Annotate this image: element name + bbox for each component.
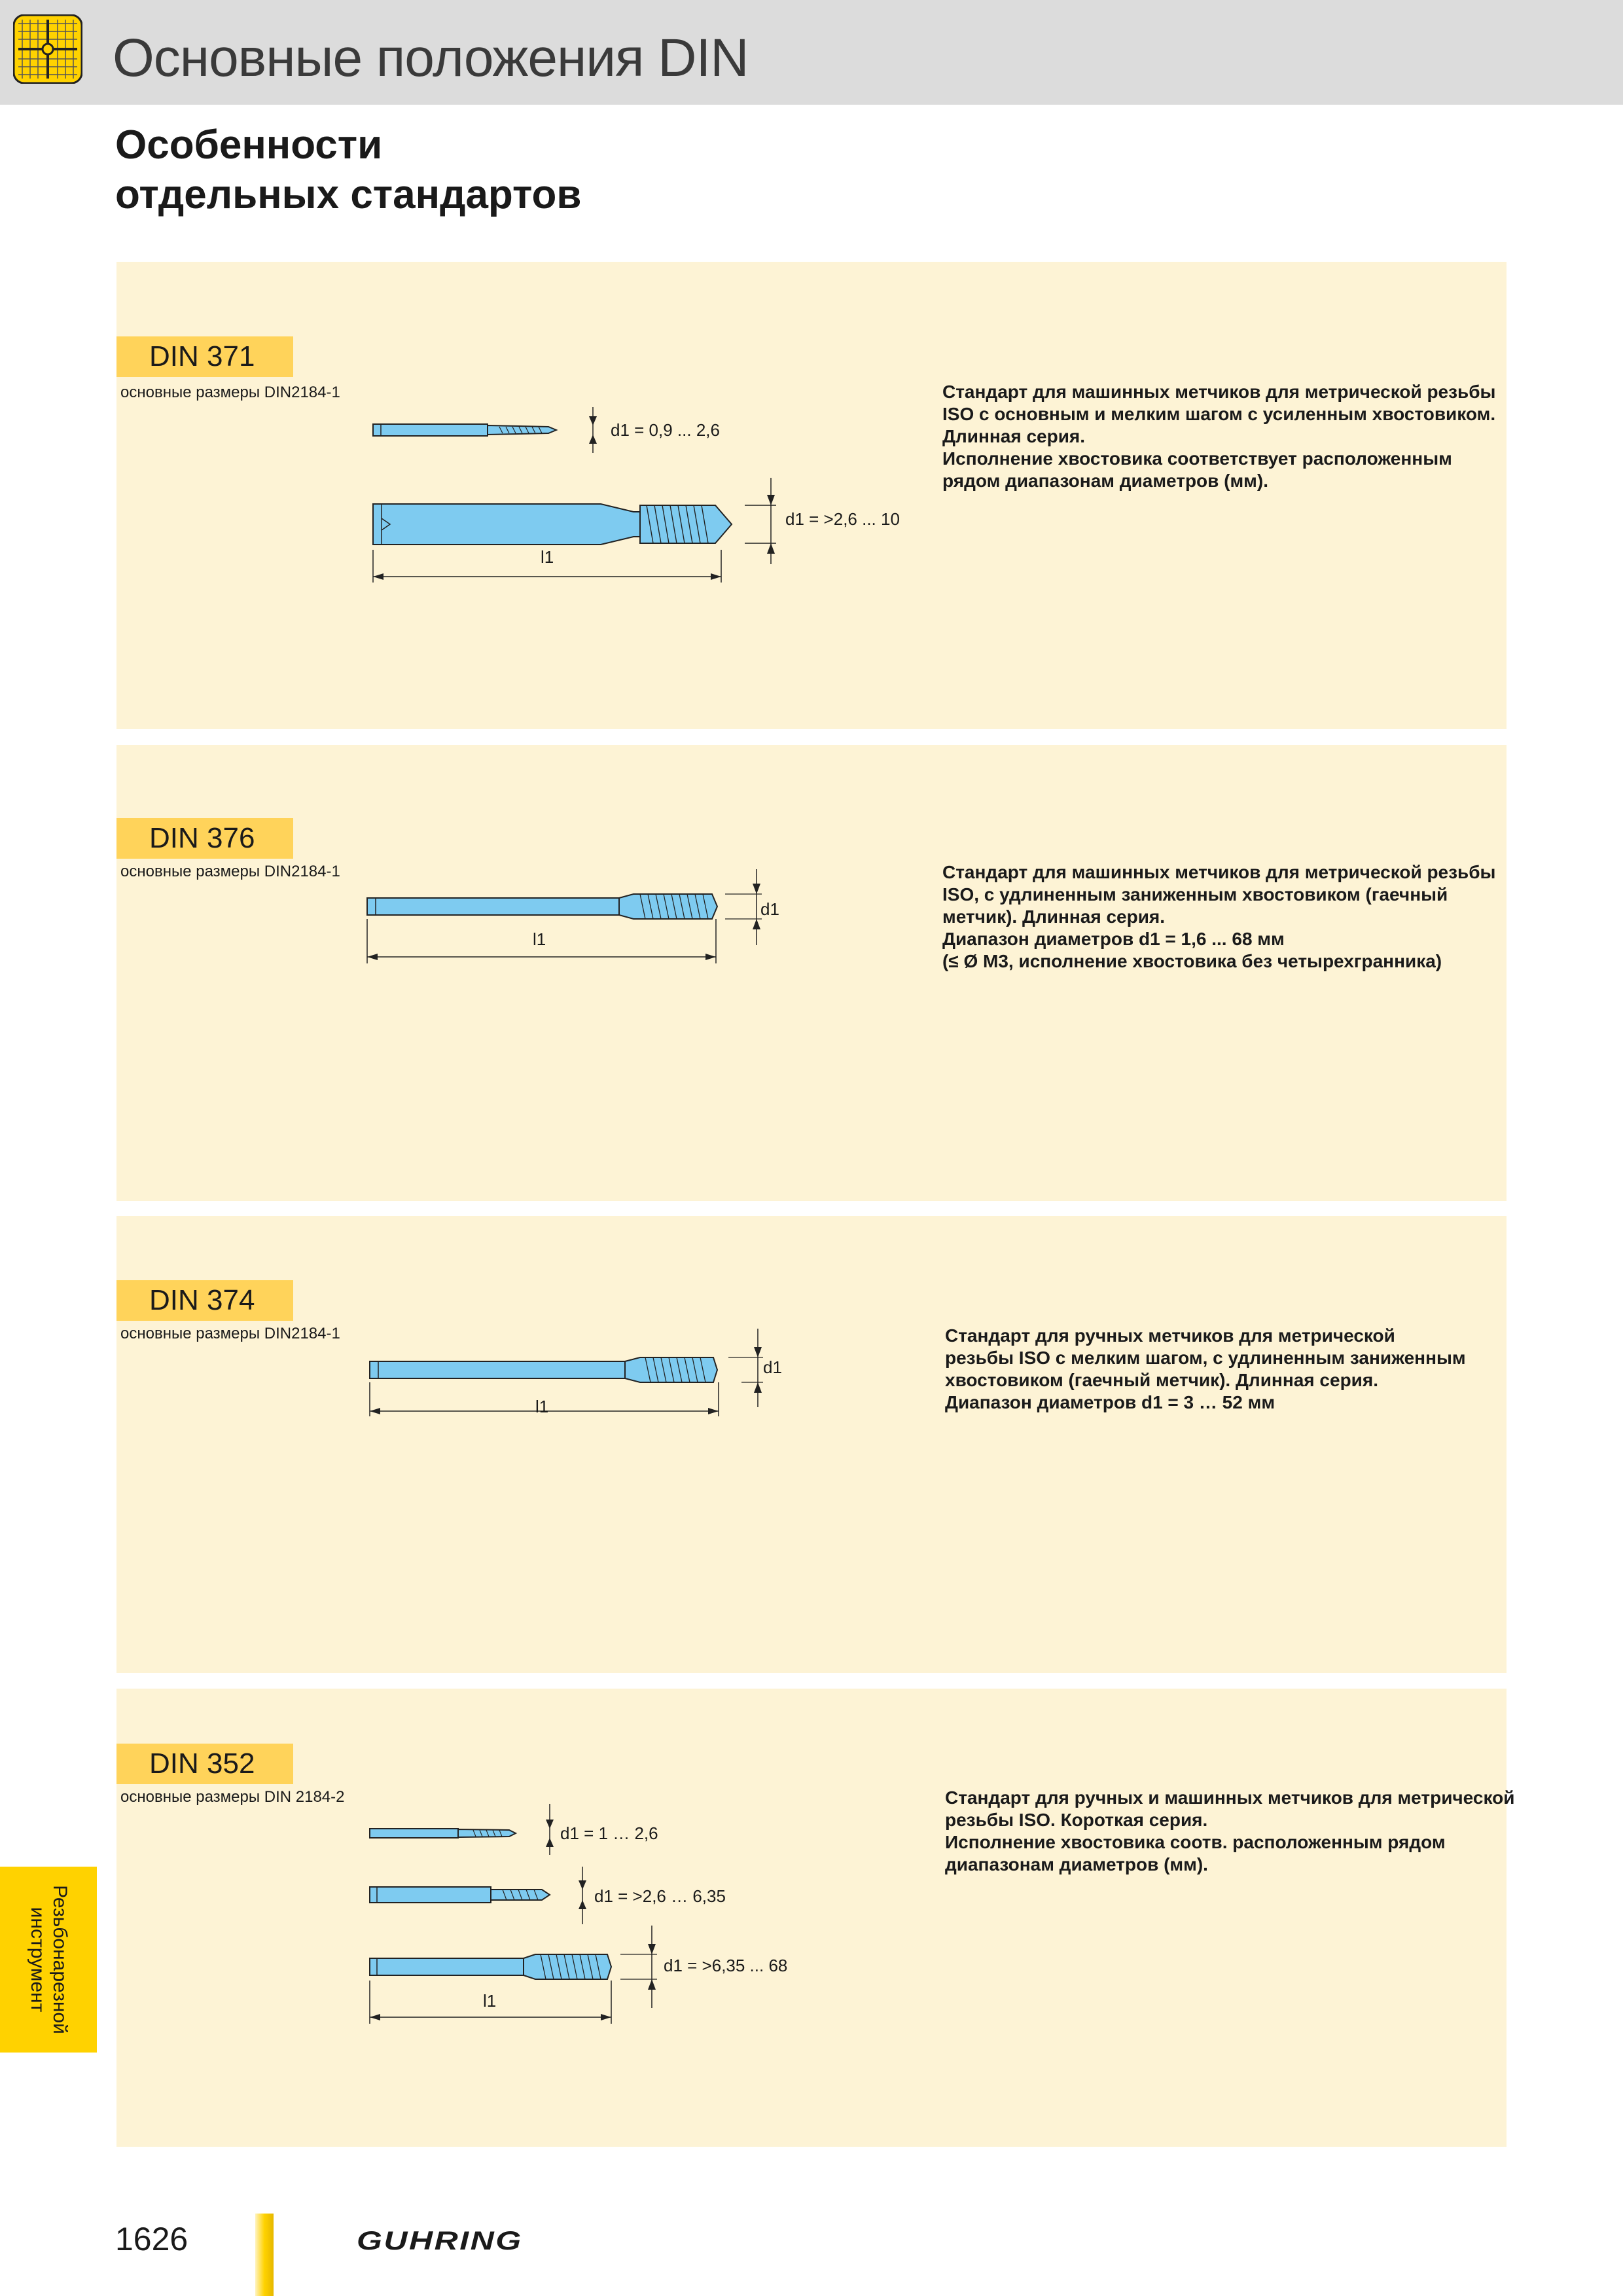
footer-stripe: [255, 2214, 274, 2296]
din-376-panel: [116, 745, 1507, 1201]
large-tap-drawing: [373, 478, 776, 583]
dim-d1-large: d1 = >6,35 ... 68: [664, 1956, 788, 1975]
dim-d1: d1: [763, 1357, 782, 1377]
small-tap-drawing: [373, 407, 597, 453]
page-number: 1626: [115, 2221, 188, 2257]
din-subtitle: основные размеры DIN2184-1: [120, 384, 340, 401]
description: Стандарт для ручных метчиков для метрической резьбы ISO с мелким шагом, с удлиненным заниженным хвостовиком (гаечный метчик). Длинная серия. Диапазон диаметров d1 = 3 … 52 мм: [945, 1325, 1466, 1412]
section-title: [115, 120, 582, 220]
tap-drawing: [116, 1216, 1033, 1673]
din-352-panel: [116, 1689, 1515, 2147]
description: Стандарт для ручных и машинных метчиков для метрической резьбы ISO. Короткая серия. Исполнение хвостовика соотв. расположенным рядом диапазонам диаметров (мм).: [945, 1787, 1515, 1874]
dim-d1-small: d1 = 0,9 ... 2,6: [611, 420, 720, 440]
chapter-side-tab[interactable]: [0, 1867, 97, 2053]
large-tap-drawing: [370, 1926, 657, 2024]
small-tap-drawing: [370, 1804, 554, 1855]
grid-logo-icon: [13, 14, 82, 84]
side-tab-label: Резьбонарезной инструмент: [27, 1885, 71, 2034]
section-title-line2: отдельных стандартов: [115, 172, 582, 217]
medium-tap-drawing: [370, 1867, 586, 1924]
dim-l1: l1: [535, 1397, 549, 1416]
dim-d1-medium: d1 = >2,6 … 6,35: [594, 1886, 726, 1906]
tap-drawing: [116, 745, 1033, 1201]
page-header-title: Основные положения DIN: [113, 28, 749, 88]
dim-d1-small: d1 = 1 … 2,6: [560, 1823, 658, 1843]
din-label: DIN 374: [149, 1284, 255, 1316]
dim-l1: l1: [541, 547, 554, 567]
tap-drawing: [116, 1689, 1033, 2147]
dim-l1: l1: [533, 929, 546, 949]
din-subtitle: основные размеры DIN2184-1: [120, 1325, 340, 1342]
header-bar: [0, 0, 1623, 105]
description: Стандарт для машинных метчиков для метрической резьбы ISO, с удлиненным заниженным хвостовиком (гаечный метчик). Длинная серия. Диапазон диаметров d1 = 1,6 ... 68 мм (≤ Ø M3, исполнение хвостовика без четырехгранника): [942, 862, 1496, 971]
tap-drawing: [116, 262, 1033, 729]
dim-d1-large: d1 = >2,6 ... 10: [785, 509, 900, 529]
brand-logo: GUHRING: [357, 2227, 523, 2255]
dim-l1: l1: [483, 1991, 497, 2011]
section-title-line1: Особенности: [115, 122, 383, 168]
din-label: DIN 352: [149, 1748, 255, 1780]
din-374-panel: [116, 1216, 1507, 1673]
din-subtitle: основные размеры DIN2184-1: [120, 863, 340, 880]
din-label: DIN 376: [149, 822, 255, 854]
din-subtitle: основные размеры DIN 2184-2: [120, 1788, 345, 1806]
description: Стандарт для машинных метчиков для метрической резьбы ISO с основным и мелким шагом с усиленным хвостовиком. Длинная серия. Исполнение хвостовика соответствует расположенным рядом диапазонам диаметров (мм).: [942, 382, 1496, 491]
din-label: DIN 371: [149, 340, 255, 372]
din-371-panel: [116, 262, 1507, 729]
dim-d1: d1: [760, 899, 779, 919]
